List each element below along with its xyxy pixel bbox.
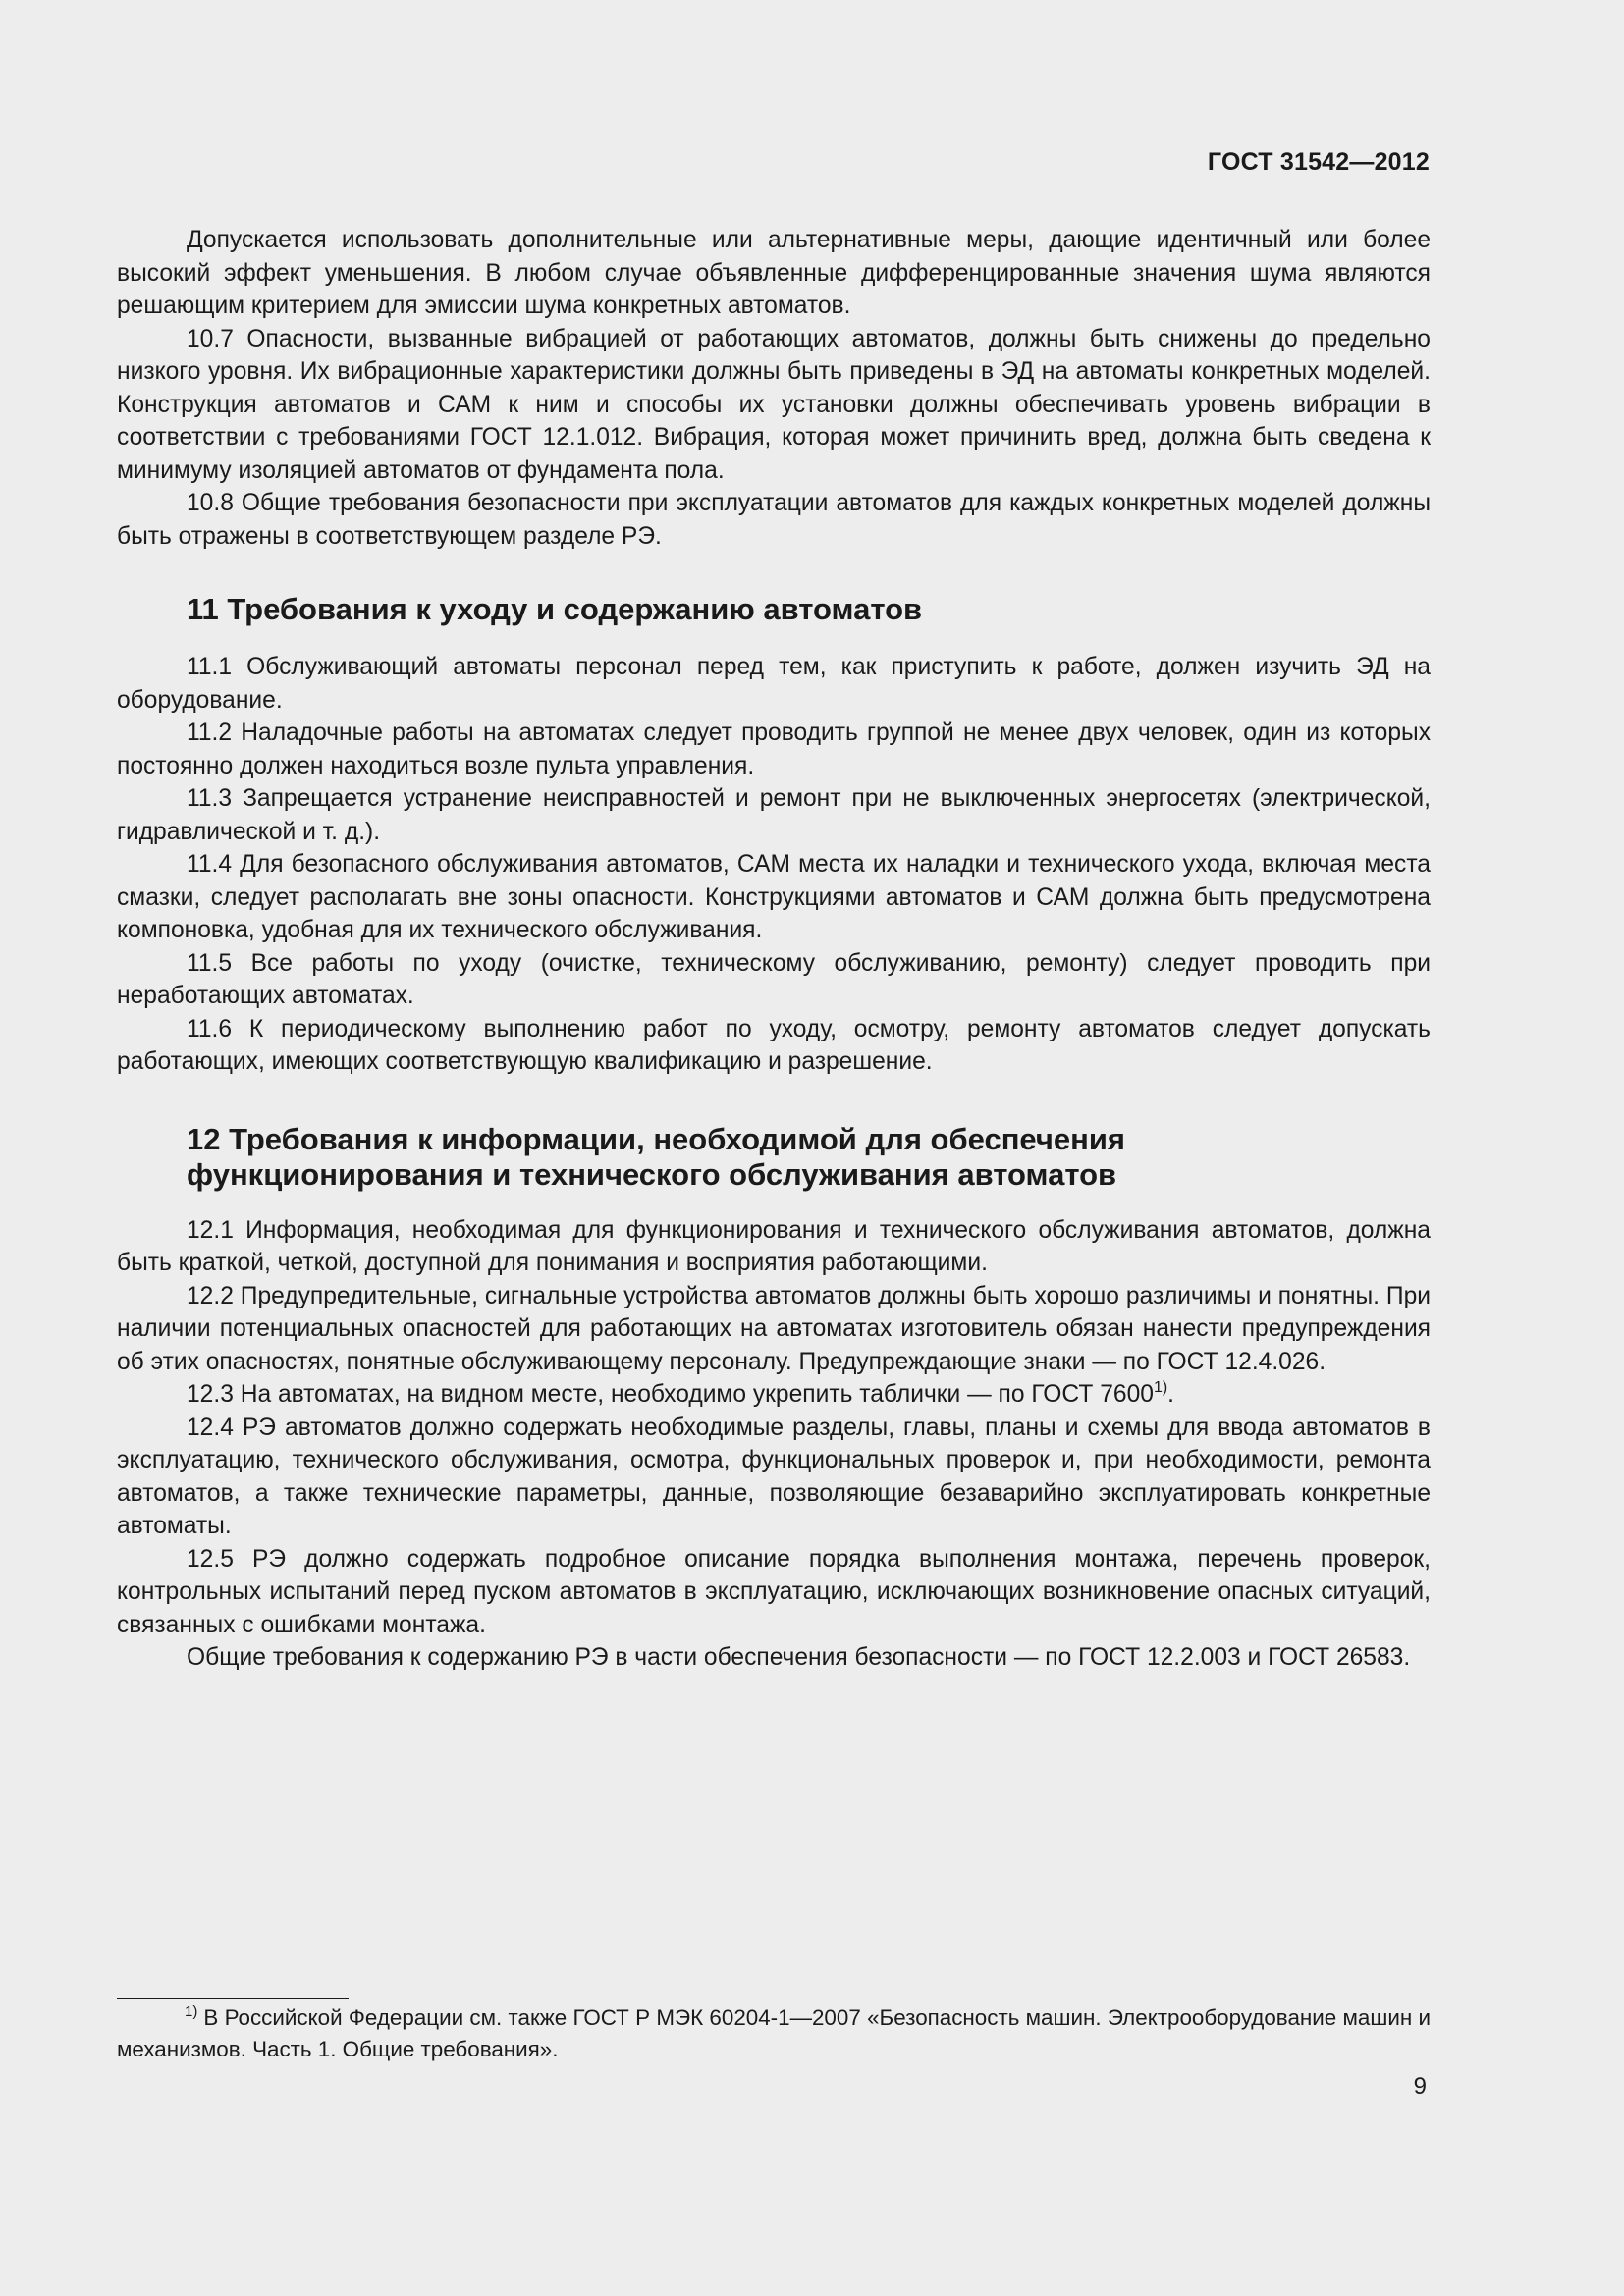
paragraph-with-footnote-ref bbox=[117, 1378, 1431, 1412]
section-12-heading-line1: 12 Требования к информации, необходимой для обеспечения bbox=[187, 1121, 1125, 1156]
paragraph-text: 12.3 На автоматах, на видном месте, необходимо укрепить таблички — по ГОСТ 7600 bbox=[187, 1381, 1154, 1408]
standard-header: ГОСТ 31542—2012 bbox=[1207, 148, 1430, 176]
paragraph: 12.5 РЭ должно содержать подробное описание порядка выполнения монтажа, перечень проверок, контрольных испытаний перед пуском автоматов в эксплуатацию, исключающих возникновение опасных ситуаций, связанных с ошибками монтажа. bbox=[117, 1545, 1431, 1638]
section-12-heading bbox=[117, 1122, 1431, 1193]
footnote-divider bbox=[117, 1998, 349, 1999]
paragraph: 11.4 Для безопасного обслуживания автоматов, САМ места их наладки и технического ухода, включая места смазки, следует располагать вне зоны опасности. Конструкциями автоматов и САМ должна быть предусмотрена компоновка, удобная для их технического обслуживания. bbox=[117, 851, 1431, 943]
paragraph: 12.1 Информация, необходимая для функционирования и технического обслуживания автоматов, должна быть краткой, четкой, доступной для понимания и восприятия работающими. bbox=[117, 1216, 1431, 1276]
section-12-heading-line2: функционирования и технического обслуживания автоматов bbox=[187, 1156, 1117, 1192]
footnote-text: В Российской Федерации см. также ГОСТ Р МЭК 60204-1—2007 «Безопасность машин. Электрооборудование машин и механизмов. Часть 1. Общие требования». bbox=[117, 2005, 1431, 2061]
footnote-reference: 1) bbox=[1153, 1379, 1168, 1396]
footnote-mark: 1) bbox=[185, 2003, 198, 2020]
paragraph: 12.2 Предупредительные, сигнальные устройства автоматов должны быть хорошо различимы и понятны. При наличии потенциальных опасностей для работающих на автоматах изготовитель обязан нанести предупреждения об этих опасностях, понятные обслуживающему персоналу. Предупреждающие знаки — по ГОСТ 12.4.026. bbox=[117, 1282, 1431, 1375]
section-11-heading: 11 Требования к уходу и содержанию автоматов bbox=[187, 592, 923, 626]
paragraph: 11.2 Наладочные работы на автоматах следует проводить группой не менее двух человек, один из которых постоянно должен находиться возле пульта управления. bbox=[117, 720, 1431, 779]
paragraph: 11.5 Все работы по уходу (очистке, техническому обслуживанию, ремонту) следует проводить при неработающих автоматах. bbox=[117, 949, 1431, 1009]
page-content bbox=[117, 224, 1431, 1675]
page-number: 9 bbox=[1413, 2073, 1427, 2100]
paragraph-end: . bbox=[1167, 1381, 1175, 1408]
paragraph: Общие требования к содержанию РЭ в части обеспечения безопасности — по ГОСТ 12.2.003 и ГОСТ 26583. bbox=[187, 1644, 1411, 1671]
paragraph: 12.4 РЭ автоматов должно содержать необходимые разделы, главы, планы и схемы для ввода автоматов в эксплуатацию, технического обслуживания, осмотра, функциональных проверок и, при необходимости, ремонта автоматов, а также технические параметры, данные, позволяющие безаварийно эксплуатировать конкретные автоматы. bbox=[117, 1414, 1431, 1539]
paragraph: 11.1 Обслуживающий автоматы персонал перед тем, как приступить к работе, должен изучить ЭД на оборудование. bbox=[117, 654, 1431, 714]
paragraph: Допускается использовать дополнительные или альтернативные меры, дающие идентичный или более высокий эффект уменьшения. В любом случае объявленные дифференцированные значения шума являются решающим критерием для эмиссии шума конкретных автоматов. bbox=[117, 227, 1431, 319]
paragraph: 11.3 Запрещается устранение неисправностей и ремонт при не выключенных энергосетях (электрической, гидравлической и т. д.). bbox=[117, 785, 1431, 845]
paragraph: 10.8 Общие требования безопасности при эксплуатации автоматов для каждых конкретных моделей должны быть отражены в соответствующем разделе РЭ. bbox=[117, 490, 1431, 550]
footnote bbox=[117, 2002, 1431, 2065]
paragraph: 10.7 Опасности, вызванные вибрацией от работающих автоматов, должны быть снижены до предельно низкого уровня. Их вибрационные характеристики должны быть приведены в ЭД на автоматы конкретных моделей. Конструкция автоматов и САМ к ним и способы их установки должны обеспечивать уровень вибрации в соответствии с требованиями ГОСТ 12.1.012. Вибрация, которая может причинить вред, должна быть сведена к минимуму изоляцией автоматов от фундамента пола. bbox=[117, 325, 1431, 484]
paragraph: 11.6 К периодическому выполнению работ по уходу, осмотру, ремонту автоматов следует допускать работающих, имеющих соответствующую квалификацию и разрешение. bbox=[117, 1015, 1431, 1075]
